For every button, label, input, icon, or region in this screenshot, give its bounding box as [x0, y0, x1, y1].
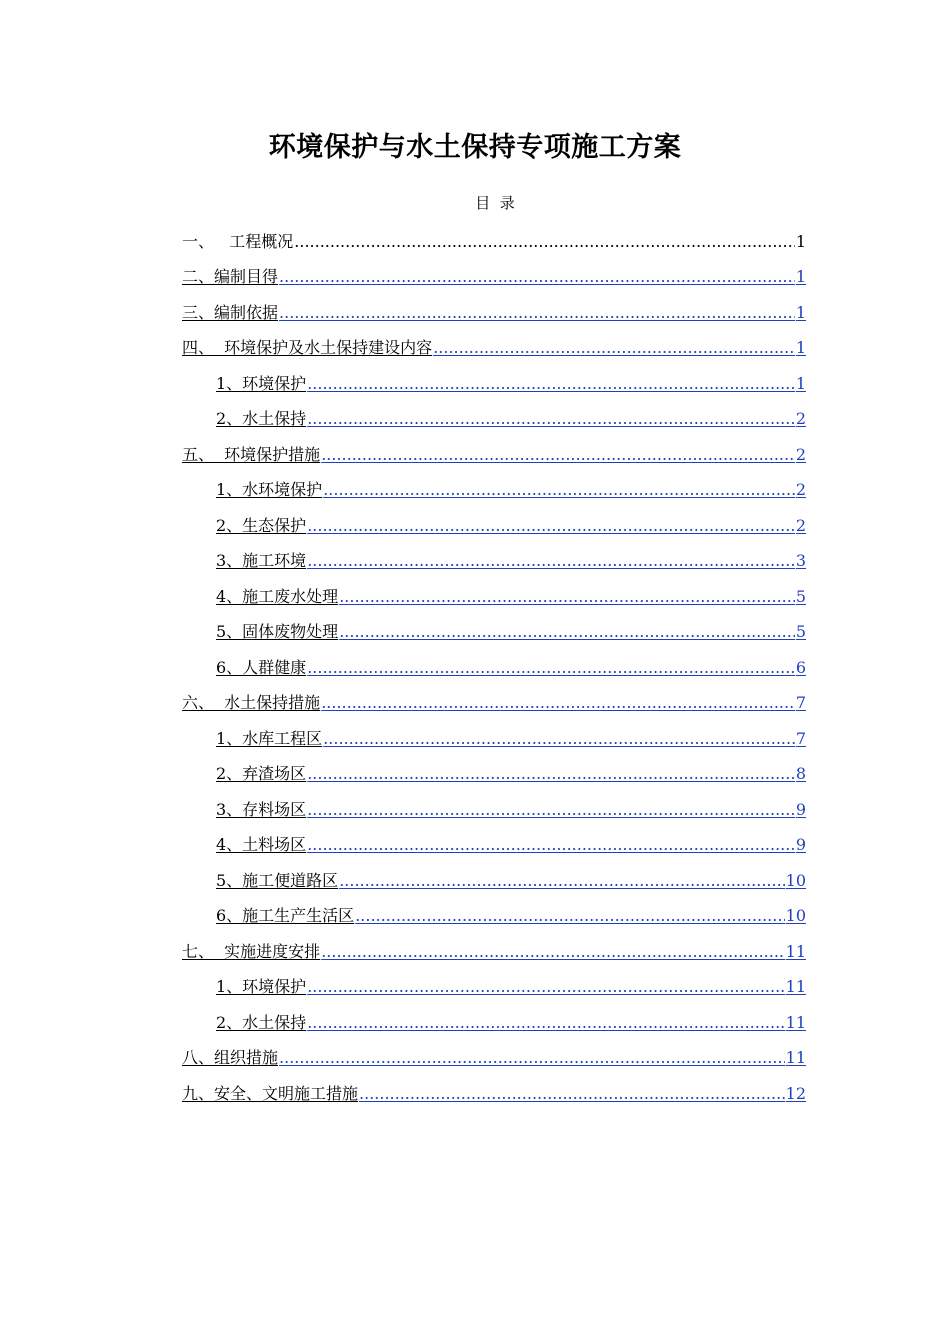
toc-dot-leader: [307, 515, 795, 537]
toc-entry-label: 二、编制目得: [182, 267, 279, 286]
toc-entry[interactable]: [182, 714, 806, 750]
toc-entry-label: 八、组织措施: [182, 1048, 279, 1067]
toc-page-number: 12: [785, 1083, 806, 1103]
toc-entry[interactable]: [182, 643, 806, 679]
toc-entry: [182, 217, 806, 253]
toc-heading: [0, 192, 950, 214]
toc-entry[interactable]: [182, 359, 806, 395]
toc-entry-label: 1、水环境保护: [216, 480, 323, 499]
toc-dot-leader: [321, 444, 795, 466]
toc-dot-leader: [307, 763, 795, 785]
toc-entry-label: 2、水土保持: [216, 1012, 307, 1032]
toc-entry-label: 三、编制依据: [182, 302, 279, 322]
toc-page-number: 1: [795, 267, 806, 286]
toc-entry-label: 3、施工环境: [216, 551, 307, 570]
toc-entry[interactable]: [182, 998, 806, 1034]
toc-dot-leader: [279, 266, 795, 288]
toc-dot-leader: [307, 657, 795, 679]
toc-entry[interactable]: [182, 1069, 806, 1105]
toc-entry[interactable]: [182, 501, 806, 537]
toc-dot-leader: [307, 834, 795, 856]
toc-entry-label: 2、弃渣场区: [216, 764, 307, 783]
toc-entry[interactable]: [182, 927, 806, 963]
toc-dot-leader: [359, 1083, 785, 1105]
toc-entry-label: 2、生态保护: [216, 515, 307, 535]
toc-entry-label: 6、人群健康: [216, 657, 307, 677]
toc-entry[interactable]: [182, 750, 806, 786]
toc-entry[interactable]: [182, 253, 806, 289]
toc-page-number: 9: [795, 835, 806, 854]
toc-entry-label: 6、施工生产生活区: [216, 906, 355, 925]
toc-entry-label: 2、水土保持: [216, 409, 307, 428]
toc-page-number: 2: [795, 444, 806, 464]
toc-entry-label: 4、土料场区: [216, 835, 307, 854]
toc-page-number: 8: [795, 764, 806, 783]
toc-page-number: 5: [795, 586, 806, 606]
toc-dot-leader: [307, 1012, 784, 1034]
toc-entry-label: 九、安全、文明施工措施: [182, 1083, 359, 1103]
toc-dot-leader: [321, 692, 795, 714]
toc-entry[interactable]: [182, 856, 806, 892]
toc-entry[interactable]: [182, 395, 806, 431]
toc-entry-label: 六、 水土保持措施: [182, 693, 321, 712]
toc-entry[interactable]: [182, 1034, 806, 1070]
toc-entry[interactable]: [182, 963, 806, 999]
toc-entry[interactable]: [182, 608, 806, 644]
toc-page-number: 6: [795, 657, 806, 677]
toc-page-number: 3: [795, 551, 806, 570]
toc-entry[interactable]: [182, 537, 806, 573]
toc-entry-label: 3、存料场区: [216, 799, 307, 819]
toc-page-number: 10: [785, 870, 806, 890]
toc-dot-leader: [339, 621, 795, 643]
toc-page-number: 7: [795, 693, 806, 712]
toc-dot-leader: [321, 941, 784, 963]
toc-page-number: 5: [795, 622, 806, 641]
toc-entry[interactable]: [182, 785, 806, 821]
toc-page-number: 11: [785, 1048, 806, 1067]
toc-dot-leader: [307, 373, 795, 395]
toc-page-number: 1: [795, 338, 806, 357]
toc-page-number: 2: [795, 409, 806, 428]
toc-page-number: 11: [785, 1012, 806, 1032]
toc-dot-leader: [355, 905, 784, 927]
toc-dot-leader: [339, 586, 795, 608]
toc-dot-leader: [279, 1047, 785, 1069]
toc-entry[interactable]: [182, 892, 806, 928]
toc-entry-label: 1、环境保护: [216, 373, 307, 393]
toc-page-number: 7: [795, 728, 806, 748]
toc-entry[interactable]: [182, 679, 806, 715]
toc-dot-leader: [307, 408, 795, 430]
toc-entry-label: 一、 工程概况: [182, 231, 294, 251]
toc-page-number: 1: [795, 231, 806, 251]
toc-dot-leader: [339, 870, 784, 892]
toc-page-number: 11: [785, 941, 806, 961]
toc-entry-label: 七、 实施进度安排: [182, 941, 321, 961]
toc-dot-leader: [294, 231, 795, 253]
toc-dot-leader: [307, 799, 795, 821]
toc-entry-label: 5、施工便道路区: [216, 870, 339, 890]
toc-entry[interactable]: [182, 324, 806, 360]
toc-entry-label: 5、固体废物处理: [216, 622, 339, 641]
toc-entry-label: 4、施工废水处理: [216, 586, 339, 606]
toc-page-number: 2: [795, 515, 806, 535]
toc-entry-label: 五、 环境保护措施: [182, 444, 321, 464]
toc-dot-leader: [433, 337, 795, 359]
toc-dot-leader: [307, 550, 795, 572]
toc-entry[interactable]: [182, 430, 806, 466]
toc-dot-leader: [323, 728, 795, 750]
toc-page-number: 2: [795, 480, 806, 499]
toc-page-number: 9: [795, 799, 806, 819]
table-of-contents: [182, 217, 806, 1105]
toc-entry[interactable]: [182, 821, 806, 857]
toc-entry-label: 四、 环境保护及水土保持建设内容: [182, 338, 433, 357]
document-title: 环境保护与水土保持专项施工方案: [268, 132, 682, 163]
toc-entry-label: 1、水库工程区: [216, 728, 323, 748]
toc-entry[interactable]: [182, 466, 806, 502]
toc-entry-label: 1、环境保护: [216, 977, 307, 996]
toc-dot-leader: [323, 479, 795, 501]
toc-entry[interactable]: [182, 572, 806, 608]
toc-page-number: 1: [795, 302, 806, 322]
toc-heading-text: 目 录: [475, 194, 515, 212]
toc-page-number: 10: [785, 906, 806, 925]
toc-page-number: 1: [795, 373, 806, 393]
toc-dot-leader: [279, 302, 795, 324]
toc-page-number: 11: [785, 977, 806, 996]
toc-dot-leader: [307, 976, 784, 998]
toc-entry[interactable]: [182, 288, 806, 324]
